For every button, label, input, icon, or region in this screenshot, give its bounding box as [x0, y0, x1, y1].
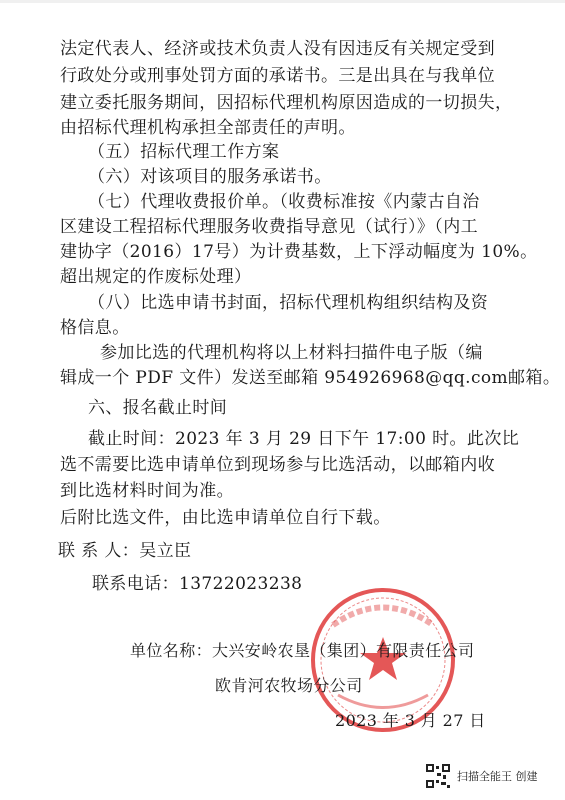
- body-line: 行政处分或刑事处罚方面的承诺书。三是出具在与我单位: [60, 66, 495, 86]
- body-line: 参加比选的代理机构将以上材料扫描件电子版（编: [100, 343, 483, 363]
- email-line: 辑成一个 PDF 文件）发送至邮箱 954926968@qq.com邮箱。: [60, 368, 561, 388]
- qr-code-icon: [425, 763, 451, 789]
- body-line: 选不需要比选申请单位到现场参与比选活动，以邮箱内收: [60, 455, 495, 475]
- body-line: 后附比选文件，由比选申请单位自行下载。: [60, 508, 391, 528]
- scanner-watermark-text: 扫描全能王 创建: [457, 770, 538, 783]
- company-name: 单位名称：大兴安岭农垦（集团）有限责任公司: [130, 641, 475, 660]
- section-heading-5: （五）招标代理工作方案: [88, 142, 280, 162]
- body-line: 区建设工程招标代理服务收费指导意见（试行）》（内工: [60, 217, 478, 237]
- body-line: 到比选材料时间为准。: [60, 481, 234, 501]
- top-scan-edge: [0, 0, 565, 3]
- section-heading-7: （七）代理收费报价单。（收费标准按《内蒙古自治: [88, 192, 480, 212]
- body-line: 超出规定的作废标处理）: [60, 267, 252, 287]
- deadline-line: 截止时间：2023 年 3 月 29 日下午 17:00 时。此次比: [88, 429, 520, 449]
- body-line: 格信息。: [60, 318, 130, 338]
- body-line: 法定代表人、经济或技术负责人没有因违反有关规定受到: [60, 39, 495, 59]
- section-heading-6: （六）对该项目的服务承诺书。: [88, 167, 332, 187]
- scanner-watermark: [425, 762, 538, 790]
- section-heading-8: （八）比选申请书封面，招标代理机构组织结构及资: [88, 293, 489, 313]
- contact-person: 联 系 人：吴立臣: [58, 541, 192, 561]
- branch-name: 欧肯河农牧场分公司: [215, 676, 363, 695]
- body-line: 由招标代理机构承担全部责任的声明。: [60, 118, 356, 138]
- body-line: 建协字（2016）17号）为计费基数，上下浮动幅度为 10%。: [60, 242, 538, 262]
- section-heading-deadline: 六、报名截止时间: [88, 398, 228, 418]
- contact-phone: 联系电话：13722023238: [92, 574, 303, 594]
- issue-date: 2023 年 3 月 27 日: [335, 711, 486, 730]
- body-line: 建立委托服务期间，因招标代理机构原因造成的一切损失，: [60, 93, 513, 113]
